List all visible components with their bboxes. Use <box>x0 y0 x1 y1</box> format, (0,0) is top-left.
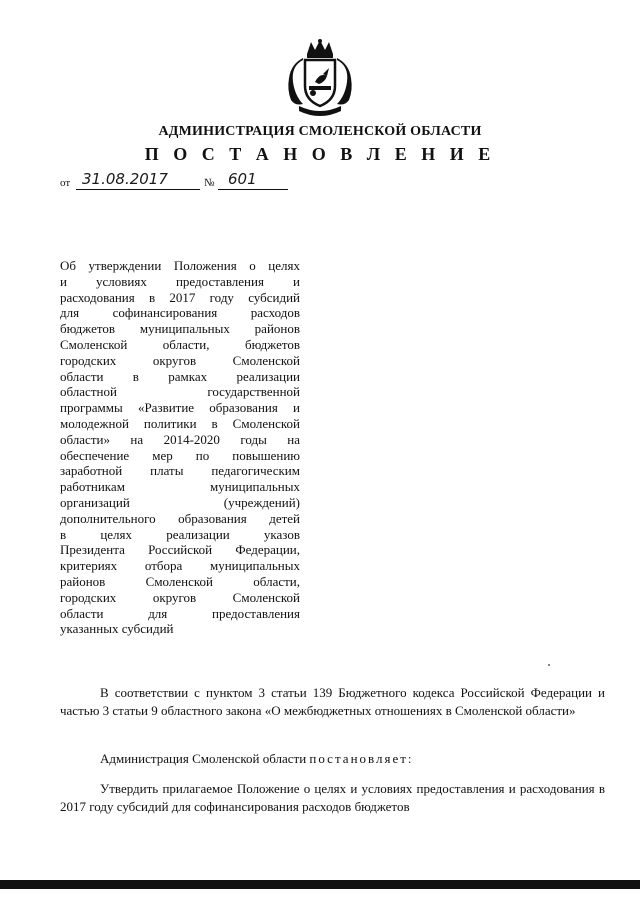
subject-line: обеспечение мер по повышению <box>60 447 300 463</box>
subject-line: районов Смоленской области, <box>60 573 300 589</box>
subject-line: Об утверждении Положения о целях <box>60 258 300 273</box>
subject-line: указанных субсидий <box>60 621 174 637</box>
subject-line: в целях реализации указов <box>60 526 300 542</box>
resolution-prefix: Администрация Смоленской области <box>100 751 307 766</box>
resolution-paragraph <box>60 750 605 768</box>
subject-line: Президента Российской Федерации, <box>60 542 300 558</box>
subject-line: и условиях предоставления и <box>60 273 300 289</box>
subject-line: критериях отбора муниципальных <box>60 558 300 574</box>
organization-name: АДМИНИСТРАЦИЯ СМОЛЕНСКОЙ ОБЛАСТИ <box>158 124 482 139</box>
resolution-keyword: постановляет: <box>309 751 414 766</box>
document-subject <box>60 258 300 637</box>
subject-line: организаций (учреждений) <box>60 494 300 510</box>
date-value: 31.08.2017 <box>82 170 168 188</box>
document-type-title: П О С Т А Н О В Л Е Н И Е <box>144 144 496 164</box>
subject-line: молодежной политики в Смоленской <box>60 415 300 431</box>
subject-line: программы «Развитие образования и <box>60 400 300 416</box>
subject-line: Смоленской области, бюджетов <box>60 336 300 352</box>
number-underline <box>218 189 288 190</box>
subject-line: городских округов Смоленской <box>60 589 300 605</box>
subject-line: расходования в 2017 году субсидий <box>60 289 300 305</box>
scan-bottom-edge <box>0 880 640 889</box>
legal-basis-paragraph: В соответствии с пунктом 3 статьи 139 Бюджетного кодекса Российской Федерации и частью 3 статьи 9 областного закона «О межбюджетных отношениях в Смоленской области» <box>60 685 605 718</box>
subject-line: областной государственной <box>60 384 300 400</box>
approval-paragraph: Утвердить прилагаемое Положение о целях и условиях предоставления и расходования в 2017 году субсидий для софинансирования расходов бюджетов <box>60 781 605 814</box>
number-label: № <box>204 177 215 189</box>
subject-line: области в рамках реализации <box>60 368 300 384</box>
subject-line: для софинансирования расходов <box>60 305 300 321</box>
subject-line: работникам муниципальных <box>60 479 300 495</box>
number-value: 601 <box>228 170 257 188</box>
subject-line: области» на 2014-2020 годы на <box>60 431 300 447</box>
subject-line: заработной платы педагогическим <box>60 463 300 479</box>
date-label: от <box>60 177 71 189</box>
scan-speck <box>548 664 550 666</box>
subject-line: бюджетов муниципальных районов <box>60 321 300 337</box>
subject-line: дополнительного образования детей <box>60 510 300 526</box>
coat-of-arms-icon <box>285 38 355 120</box>
subject-line: городских округов Смоленской <box>60 352 300 368</box>
subject-line: области для предоставления <box>60 605 300 621</box>
date-underline <box>76 189 200 190</box>
